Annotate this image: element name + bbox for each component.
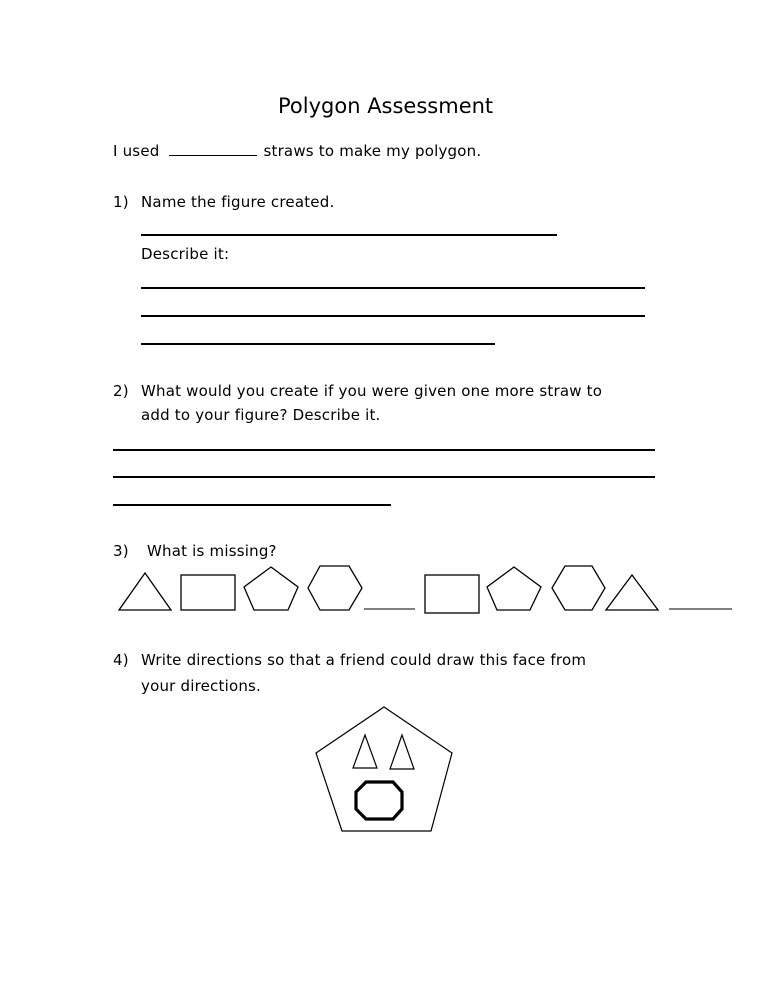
seq-pentagon-1 bbox=[244, 567, 298, 610]
triangle-eye-right bbox=[390, 735, 414, 769]
q2-line-2: add to your figure? Describe it. bbox=[141, 406, 381, 424]
q3-number: 3) bbox=[113, 542, 129, 560]
q4-number: 4) bbox=[113, 651, 129, 669]
octagon-mouth bbox=[356, 782, 402, 819]
q1-prompt: Name the figure created. bbox=[141, 193, 335, 211]
seq-square-1 bbox=[181, 575, 235, 610]
seq-triangle-1 bbox=[119, 573, 171, 610]
triangle-eye-left bbox=[353, 735, 377, 768]
q1-describe-label: Describe it: bbox=[141, 245, 230, 263]
intro-before: I used bbox=[113, 142, 160, 160]
q3-sequence bbox=[119, 566, 732, 613]
seq-square-2 bbox=[425, 575, 479, 613]
q2-line-1: What would you create if you were given one more straw to bbox=[141, 382, 603, 400]
intro-after: straws to make my polygon. bbox=[263, 142, 482, 160]
q3-prompt: What is missing? bbox=[147, 542, 277, 560]
page-title: Polygon Assessment bbox=[278, 94, 494, 118]
seq-hexagon-2 bbox=[552, 566, 605, 610]
q4-line-2: your directions. bbox=[141, 677, 262, 695]
pentagon-head bbox=[316, 707, 452, 831]
seq-triangle-2 bbox=[606, 575, 658, 610]
seq-pentagon-2 bbox=[487, 567, 541, 610]
seq-hexagon-1 bbox=[308, 566, 362, 610]
face-drawing bbox=[316, 707, 452, 831]
q2-number: 2) bbox=[113, 382, 129, 400]
q4-line-1: Write directions so that a friend could draw this face from bbox=[141, 651, 587, 669]
q1-number: 1) bbox=[113, 193, 129, 211]
